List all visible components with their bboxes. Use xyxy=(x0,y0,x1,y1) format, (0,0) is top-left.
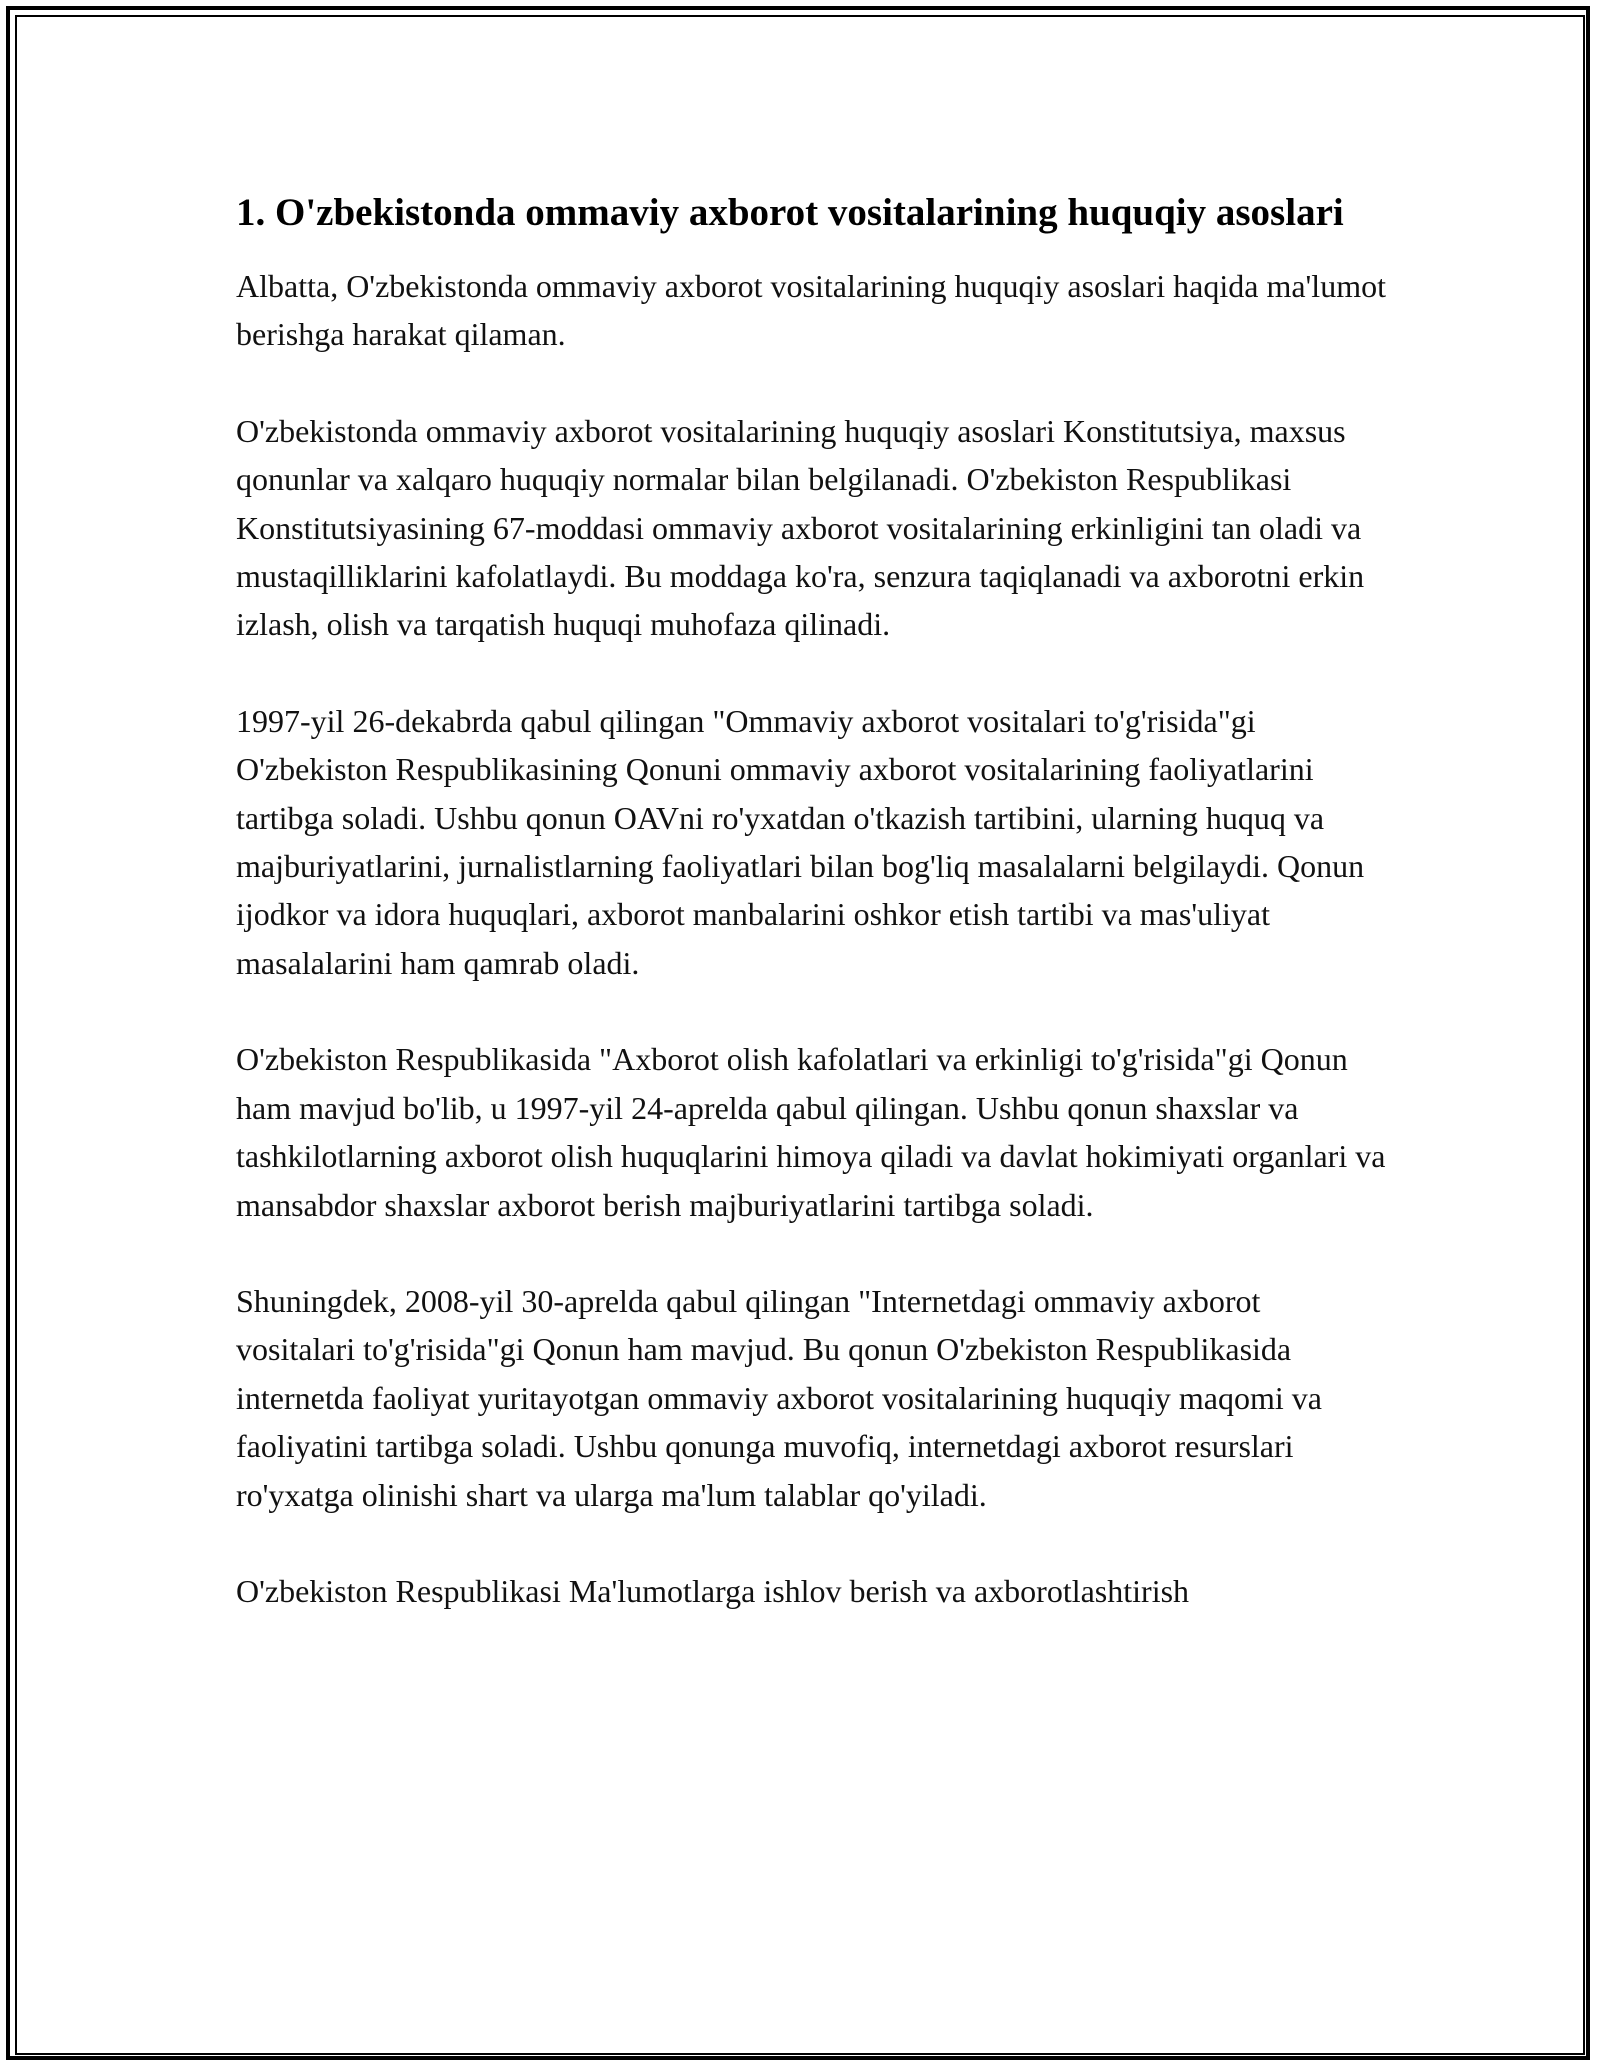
section-heading: 1. O'zbekistonda ommaviy axborot vositalarining huquqiy asoslari xyxy=(236,191,1344,234)
paragraph-data-processing: O'zbekiston Respublikasi Ma'lumotlarga ishlov berish va axborotlashtirish xyxy=(236,1572,1190,1609)
paragraph-intro: Albatta, O'zbekistonda ommaviy axborot vositalarining huquqiy asoslari haqida ma'lumot berishga harakat qilaman. xyxy=(236,268,1386,353)
paragraph-information-law: O'zbekiston Respublikasida "Axborot olish kafolatlari va erkinligi to'g'risida"gi Qonun ham mavjud bo'lib, u 1997-yil 24-aprelda qabul qilingan. Ushbu qonun shaxslar va tashkilotlarning axborot olish huquqlarini himoya qiladi va davlat hokimiyati organlari va mansabdor shaxslar axborot berish majburiyatlarini tartibga soladi. xyxy=(236,1041,1386,1223)
paragraph-media-law: 1997-yil 26-dekabrda qabul qilingan "Ommaviy axborot vositalari to'g'risida"gi O'zbekiston Respublikasining Qonuni ommaviy axborot vositalarining faoliyatlarini tartibga soladi. Ushbu qonun OAVni ro'yxatdan o'tkazish tartibini, ularning huquq va majburiyatlarini, jurnalistlarning faoliyatlari bilan bog'liq masalalarni belgilaydi. Qonun ijodkor va idora huquqlari, axborot manbalarini oshkor etish tartibi va mas'uliyat masalalarini ham qamrab oladi. xyxy=(236,702,1365,981)
paragraph-constitution: O'zbekistonda ommaviy axborot vositalarining huquqiy asoslari Konstitutsiya, maxsus qonunlar va xalqaro huquqiy normalar bilan belgilanadi. O'zbekiston Respublikasi Konstitutsiyasining 67-moddasi ommaviy axborot vositalarining erkinligini tan oladi va mustaqilliklarini kafolatlaydi. Bu moddaga ko'ra, senzura taqiqlanadi va axborotni erkin izlash, olish va tarqatish huquqi muhofaza qilinadi. xyxy=(236,412,1365,643)
paragraph-internet-law: Shuningdek, 2008-yil 30-aprelda qabul qilingan "Internetdagi ommaviy axborot vositalari to'g'risida"gi Qonun ham mavjud. Bu qonun O'zbekiston Respublikasida internetda faoliyat yuritayotgan ommaviy axborot vositalarining huquqiy maqomi va faoliyatini tartibga soladi. Ushbu qonunga muvofiq, internetdagi axborot resurslari ro'yxatga olinishi shart va ularga ma'lum talablar qo'yiladi. xyxy=(236,1282,1322,1513)
document-body xyxy=(236,186,1386,1663)
